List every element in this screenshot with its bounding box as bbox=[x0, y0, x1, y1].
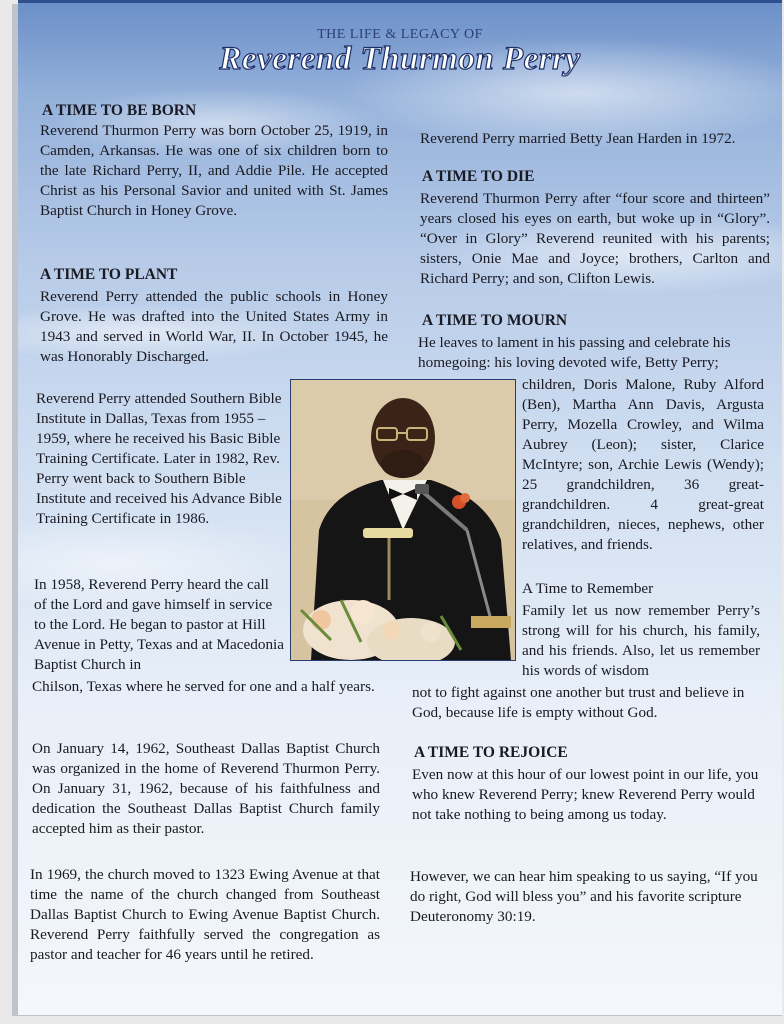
heading-born: A TIME TO BE BORN bbox=[42, 102, 197, 119]
mourn-paragraph-continued: children, Doris Malone, Ruby Alford (Ben), Martha Ann Davis, Argusta Perry, Mozella Crowley, and Wilma Aubrey (Leon); sister, Clarice McIntyre; son, Archie Lewis (Wendy); 25 grandchildren, 36 great-grandchildren. 4 great-great grandchildren, nieces, nephews, other relatives, and friends. bbox=[522, 376, 764, 553]
program-page bbox=[18, 0, 782, 1015]
mourn-paragraph: He leaves to lament in his passing and celebrate his homegoing: his loving devoted wife, Betty Perry; bbox=[418, 334, 731, 371]
church-paragraph: On January 14, 1962, Southeast Dallas Baptist Church was organized in the home of Reverend Thurmon Perry. On January 31, 1962, because of his faithfulness and dedication the Southeast Dallas Baptist Church family accepted him as their pastor. bbox=[32, 740, 380, 837]
closing-paragraph: However, we can hear him speaking to us saying, “If you do right, God will bless you” and his favorite scripture Deuteronomy 30:19. bbox=[410, 868, 758, 925]
heading-die: A TIME TO DIE bbox=[422, 168, 535, 185]
married-paragraph: Reverend Perry married Betty Jean Harden in 1972. bbox=[420, 130, 736, 147]
header-subtitle: THE LIFE & LEGACY OF bbox=[317, 27, 483, 42]
reverend-photo bbox=[290, 379, 516, 661]
die-paragraph: Reverend Thurmon Perry after “four score and thirteen” years closed his eyes on earth, but woke up in “Glory”. “Over in Glory” Reverend reunited with his parents; sisters, Onie Mae and Joyce; brothers, Carlton and Richard Perry; and son, Clifton Lewis. bbox=[420, 190, 770, 287]
remember-heading: A Time to Remember bbox=[522, 580, 654, 597]
rejoice-paragraph: Even now at this hour of our lowest point in our life, you who knew Reverend Perry; knew Reverend Perry would not take nothing to being among us today. bbox=[412, 766, 759, 823]
remember-paragraph-continued: not to fight against one another but trust and believe in God, because life is empty without God. bbox=[412, 684, 745, 721]
heading-mourn: A TIME TO MOURN bbox=[422, 312, 568, 329]
reverend-portrait-image bbox=[291, 380, 515, 660]
ewing-paragraph: In 1969, the church moved to 1323 Ewing Avenue at that time the name of the church changed from Southeast Dallas Baptist Church to Ewing Avenue Baptist Church. Reverend Perry faithfully served the congregation as pastor and teacher for 46 years until he retired. bbox=[30, 866, 380, 963]
remember-paragraph: Family let us now remember Perry’s strong will for his church, his family, and his friends. Also, let us remember his words of wisdom bbox=[522, 602, 760, 679]
bible-paragraph: Reverend Perry attended Southern Bible Institute in Dallas, Texas from 1955 – 1959, where he received his Basic Bible Training Certificate. Later in 1982, Rev. Perry went back to Southern Bible Institute and received his Advance Bible Training Certificate in 1986. bbox=[36, 390, 282, 527]
born-paragraph: Reverend Thurmon Perry was born October 25, 1919, in Camden, Arkansas. He was one of six children born to the late Richard Perry, II, and Addie Pile. He accepted Christ as his Personal Savior and united with St. James Baptist Church in Honey Grove. bbox=[40, 122, 388, 219]
heading-rejoice: A TIME TO REJOICE bbox=[414, 744, 568, 761]
call-paragraph-continued: Chilson, Texas where he served for one and a half years. bbox=[32, 678, 375, 695]
plant-paragraph: Reverend Perry attended the public schools in Honey Grove. He was drafted into the United States Army in 1943 and served in World War, II. In October 1945, he was Honorably Discharged. bbox=[40, 288, 388, 365]
heading-plant: A TIME TO PLANT bbox=[40, 266, 178, 283]
header-title: Reverend Thurmon Perry bbox=[219, 41, 581, 77]
call-paragraph: In 1958, Reverend Perry heard the call of the Lord and gave himself in service to the Lord. He began to pastor at Hill Avenue in Petty, Texas and at Macedonia Baptist Church in bbox=[34, 576, 285, 673]
